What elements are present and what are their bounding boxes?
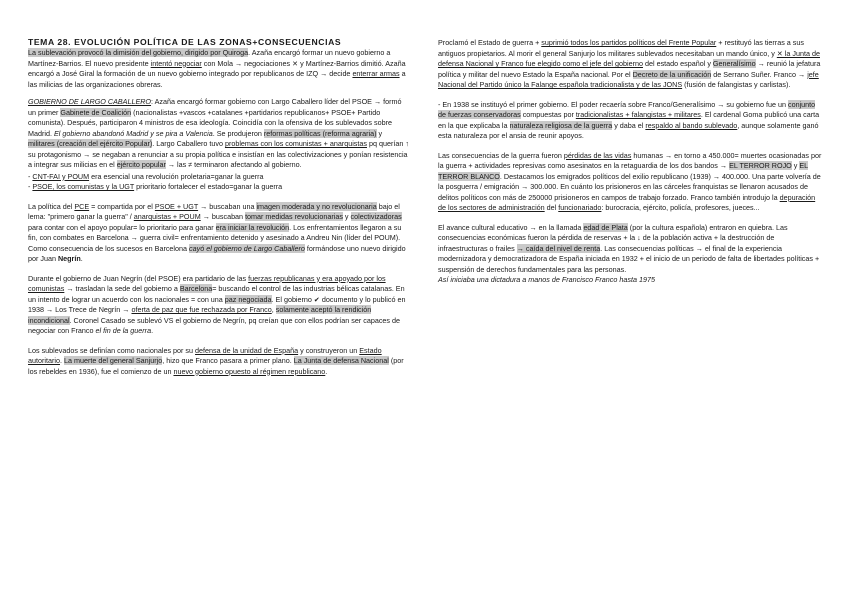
paragraph-sublevacion [28, 48, 410, 90]
text-segment: respaldo al bando sublevado [645, 120, 738, 130]
text-segment: con Mola → negociaciones ✕ y Martínez-Barrios dimitió. Azaña encargó a José Giral la formación de un nuevo gobierno integrado por republicanos de IZQ → decide [28, 58, 406, 78]
text-segment: PCE [74, 201, 90, 211]
text-segment: pérdidas de las vidas [563, 150, 632, 160]
text-segment: cayó el gobierno de Largo Caballero [189, 243, 305, 253]
text-segment: → reunió la jefatura política y militar del nuevo Estado la España nacional. Por el [438, 59, 821, 79]
text-segment: . [151, 326, 154, 335]
bullet-cnt-fai [28, 172, 410, 183]
text-segment: (por los rebeldes en 1936), fue el comienzo de un [28, 356, 404, 376]
paragraph-negrin [28, 274, 410, 337]
text-segment: y daba el [612, 120, 646, 130]
text-segment: El gobierno abandonó Madrid y se pira a Valencia [53, 128, 213, 138]
text-segment: → caída del nivel de renta [516, 243, 601, 253]
text-segment: bajo el lema: "primero ganar la guerra" / [28, 201, 400, 221]
paragraph-largo-caballero [28, 97, 410, 171]
text-segment: y [342, 212, 351, 221]
text-segment: . Largo Caballero tuvo [152, 139, 225, 148]
text-segment: CNT-FAI y POUM [32, 171, 90, 181]
right-column [438, 38, 822, 286]
text-segment: del [544, 203, 559, 212]
text-segment: reformas políticas (reforma agraria) [263, 128, 377, 138]
text-segment: jefe Nacional del Partido único la Falange española tradicionalista y de las JONS [438, 69, 819, 89]
text-segment: Los sublevados se definían como nacionales por su [28, 345, 196, 355]
text-segment: . Se produjeron [212, 128, 264, 138]
text-segment: . El cardenal Goma publicó una carta en la que explicaba la [438, 110, 820, 130]
text-segment: naturaleza religiosa de la guerra [509, 120, 613, 130]
text-segment: La muerte del general Sanjurjo [63, 356, 163, 365]
text-segment: . Azaña encargó formar un nuevo gobierno a Martínez-Barrios. El nuevo presidente [28, 48, 391, 68]
paragraph-pce [28, 202, 410, 265]
text-segment: imagen moderada y no revolucionaria [256, 201, 377, 211]
text-segment: solamente aceptó la rendición incondicional [28, 305, 372, 325]
text-segment: defensa de la unidad de España [195, 345, 299, 355]
text-segment: (por la cultura española) entraron en quiebra. Las consecuencias económicas fueron la pérdida de reservas + la ↓ de la población activa + la destrucción de infraestructuras o frailes [438, 222, 788, 253]
text-segment: ✕ la Junta de defensa Nacional y Franco fue elegido como el jefe del gobierno [438, 48, 820, 68]
text-segment: EL TERROR BLANCO [438, 161, 809, 181]
paragraph-primer-gobierno [438, 100, 822, 142]
text-segment: (nacionalistas +vascos +catalanes +partidarios republicanos+ PSOE+ Partido comunista). Después, participaron 4 ministros de esa ideología. Coincidía con la ofensiva de los sublevados sobre Madrid. [28, 107, 392, 138]
text-segment: Barcelona [179, 284, 213, 293]
text-segment: - [28, 182, 33, 191]
text-segment: . Coronel Casado se sublevó VS el gobierno de Negrín, pq creían que con ellos podrían ser capaces de negociar con Franco [28, 315, 400, 335]
text-segment: La Junta de defensa Nacional [293, 356, 389, 365]
text-segment: : burocracia, ejército, policía, profesores, jueces... [601, 203, 760, 212]
text-segment: Estado autoritario [28, 345, 382, 365]
text-segment: militares (creación del ejército Popular) [28, 139, 153, 148]
text-segment: . El gobierno ✔ documento y lo publicó en 1938 → Los Trece de Negrín → [28, 294, 406, 314]
text-segment: Decreto de la unificación [632, 69, 712, 79]
text-segment: PSOE + UGT [154, 201, 199, 211]
text-segment: a las milicias de las organizaciones obreras. [28, 69, 406, 89]
text-segment: Gabinete de Coalición [60, 107, 132, 117]
text-segment: colectivizadoras [350, 212, 402, 221]
text-segment: → trasladan la sede del gobierno a [64, 284, 180, 293]
text-segment: y construyeron un [298, 345, 360, 355]
text-segment: Negrín [57, 254, 81, 263]
text-segment: ejército popular [116, 160, 166, 169]
text-segment: tomar medidas revolucionarias [245, 212, 343, 221]
text-segment: . Destacamos los emigrados políticos del exilio republicano (1939) → 400.000. Una parte volvería de la posguerra / emigración → 300.000. En cuánto los prisioneros en las cárceles franquistas se llenaron acusados de delitos políticos con más de 250000 prisioneros en campos de trabajo forzado. Franco también introdujo la [438, 171, 821, 202]
text-segment: fuerzas republicanas y era apoyado por los comunistas [28, 273, 386, 293]
text-segment: = compartida por el [89, 201, 155, 211]
text-segment: de Serrano Suñer. Franco → [711, 69, 808, 79]
text-segment: : Azaña encargó formar gobierno con Largo Caballero líder del PSOE → formó un primer [28, 97, 402, 117]
text-segment: y [376, 128, 383, 138]
text-segment: La política del [28, 201, 75, 211]
text-segment: anarquistas + POUM [133, 212, 201, 221]
text-segment: . [325, 366, 328, 376]
text-segment: → buscaban [200, 212, 246, 221]
document-title: TEMA 28. EVOLUCIÓN POLÍTICA DE LAS ZONAS+CONSECUENCIAS [28, 37, 342, 47]
paragraph-franco-estado [438, 38, 822, 91]
text-segment: GOBIERNO DE LARGO CABALLERO [28, 97, 152, 106]
text-segment: y [791, 161, 800, 170]
text-segment: EL TERROR ROJO [729, 161, 792, 170]
text-segment: , aunque solamente ganó esta naturaleza por el ansia de reunir apoyos. [438, 120, 819, 140]
text-segment: del estado español y [642, 59, 713, 68]
text-segment: era iniciar la revolución [215, 222, 290, 232]
text-segment: conjunto de fuerzas conservadoras [438, 99, 816, 119]
text-segment: intentó negociar [150, 58, 202, 68]
text-segment: suprimió todos los partidos políticos del Frente Popular [541, 38, 717, 47]
text-segment: paz negociada [224, 294, 272, 304]
text-segment: era esencial una revolución proletaria=ganar la guerra [89, 171, 264, 181]
text-segment: El avance cultural educativo → en la llamada [438, 222, 584, 232]
text-segment: - [28, 171, 33, 181]
paragraph-consecuencias [438, 151, 822, 214]
text-segment: prioritario fortalecer el estado=ganar la guerra [134, 182, 283, 191]
text-segment: depuración de los sectores de administración [438, 192, 816, 212]
text-segment: enterrar armas [352, 69, 400, 78]
paragraph-sublevados [28, 346, 410, 378]
text-segment: Durante el gobierno de Juan Negrín (del PSOE) era partidario de las [28, 273, 249, 283]
paragraph-cultural [438, 223, 822, 276]
text-segment: Proclamó el Estado de guerra + [438, 38, 542, 47]
bullet-psoe [28, 182, 410, 193]
text-segment: funcionariado [558, 203, 602, 212]
text-segment: . Los enfrentamientos llegaron a su fin, con combates en Barcelona → guerra civil= enfrentamiento detenido y asesinado a Andreu Nin (líder del POUM). Como consecuencia de los sucesos en Barcelona [28, 222, 402, 253]
text-segment: . [59, 356, 64, 365]
text-segment: formándose uno nuevo dirigido por Juan [28, 243, 406, 263]
text-segment: . Las consecuencias políticas → el final de la experiencia modernizadora y democratizadora de España iniciada en 1932 + el inicio de un periodo de falta de libertades políticas + suspensión de derechos fundamentales para las personas. [438, 243, 820, 274]
text-segment: tradicionalistas + falangistas + militares [575, 110, 701, 119]
text-segment: , [271, 305, 276, 314]
text-segment: , hizo que Franco pasara a primer plano. [162, 356, 294, 365]
text-segment: → buscaban una [198, 201, 257, 211]
closing-line: Así iniciaba una dictadura a manos de Francisco Franco hasta 1975 [438, 275, 655, 284]
text-segment: Generalísimo [712, 59, 756, 68]
text-segment: PSOE, los comunistas y la UGT [32, 182, 135, 191]
text-segment: → las ≠ terminaron afectando al gobierno. [165, 160, 302, 169]
text-segment: + restituyó las tierras a sus antiguos propietarios. Al morir el general Sanjurjo los militares sublevados necesitaban un mando único, y [438, 38, 804, 58]
text-segment: compuestas por [520, 110, 576, 119]
text-segment: humanas → en torno a 450.000= muertes ocasionadas por la guerra + actividades represivas como asesinatos en la retaguardia de los dos bandos → [438, 150, 822, 170]
text-segment: - En 1938 se instituyó el primer gobierno. El poder recaería sobre Franco/Generalísimo → su gobierno fue un [438, 99, 788, 109]
text-segment: oferta de paz que fue rechazada por Franco [131, 305, 272, 314]
text-segment: Las consecuencias de la guerra fueron [438, 150, 564, 160]
text-segment: nuevo gobierno opuesto al régimen republicano [173, 366, 326, 376]
text-segment: problemas con los comunistas + anarquistas [224, 139, 367, 148]
text-segment: La sublevación provocó la dimisión del gobierno, dirigido por Quiroga [28, 48, 249, 57]
left-column [28, 36, 410, 384]
text-segment: pq querían ↑ su protagonismo → se negaban a renunciar a su propia política e insistían en las colectivizaciones y ponían resistencia a integrar sus milicias en el [28, 139, 409, 169]
text-segment: (fusión de falangistas y carlistas). [682, 80, 791, 89]
text-segment: edad de Plata [583, 222, 628, 232]
text-segment: . [80, 254, 83, 263]
text-segment: = buscando el control de las industrias bélicas catalanas. En un intento de lograr un acuerdo con los nacionales = con una [28, 284, 405, 304]
text-segment: el fin de la guerra [95, 326, 152, 335]
text-segment: para contar con el apoyo popular= lo prioritario para ganar [28, 222, 216, 232]
